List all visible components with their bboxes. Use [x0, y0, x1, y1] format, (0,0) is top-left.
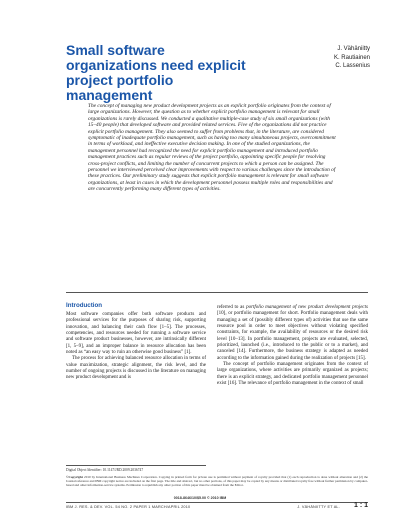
left-column [66, 302, 206, 382]
right-column [217, 305, 368, 387]
copyright-notice [66, 475, 368, 487]
copyright-text: 2010 by International Business Machines Corporation. Copying in printed form for private use is permitted without payment of royalty provided that (1) each reproduction is done without alteration and (2) the Journal reference and IBM copyright notice are included on the first page. The title and abstract, but no other portions, of this paper may be copied by any means or distributed royalty free without further permission by computer-based and other information-service systems. Permission to republish any other portion of this paper must be obtained from the Editor. [66, 475, 368, 488]
body-paragraph: The concept of portfolio management originates from the context of large organizations, where activities are primarily organized as projects; there is an explicit strategy, and dedicated portfolio management personnel exist [16]. The relevance of portfolio management in the context of small [217, 362, 368, 387]
body-paragraph: Most software companies offer both software products and professional services for the purposes of sharing risk, supporting innovation, and balancing their cash flow [1–5]. The processes, competencies, and resources needed for running a software service and software product businesses, however, are intrinsically different [1, 5–9], and an improper balance in resource allocation has been noted as “an easy way to ruin an otherwise good business” [1]. [66, 312, 206, 356]
footer-authors: J. VÄHÄNIITTY ET AL. [297, 505, 340, 509]
section-divider [66, 292, 368, 293]
author-list [334, 45, 370, 71]
abstract: The concept of managing new product development projects as an explicit portfolio originates from the context of large organizations. However, the question as to whether explicit portfolio management is relevant for small organizations is rarely discussed. We conducted a qualitative multiple-case study of six small organizations (with 15–40 people) that developed software and provided related services. Five of the organizations did not practice explicit portfolio management. They also seemed to suffer from problems that, in the literature, are considered symptomatic of inadequate portfolio management, such as having too many simultaneous projects, overcommitment in terms of workload, and ineffective executive decision making. In one of the studied organizations, the management personnel had recognized the need for explicit portfolio management and introduced portfolio management practices such as regular reviews of the project portfolio, appointing specific people for resolving cross-project conflicts, and limiting the number of concurrent projects to which a person can be assigned. The personnel we interviewed perceived clear improvements with respect to various challenges since the introduction of these practices. Our preliminary study suggests that explicit portfolio management is relevant for small software organizations, at least in cases in which the development personnel possess multiple roles and responsibilities and are concurrently performing many different types of activities. [88, 103, 336, 193]
body-text: referred to as [217, 305, 247, 310]
paper-title: Small software organizations need explicit project portfolio management [66, 42, 246, 103]
author-name: J. Vähäniitty [337, 46, 370, 52]
body-paragraph [217, 305, 368, 362]
section-heading-introduction: Introduction [66, 302, 103, 309]
doi-footnote: Digital Object Identifier: 10.1147/JRD.2009.2036747 [66, 465, 206, 473]
body-text: [10], or portfolio management for short. Portfolio management deals with managing a set of (possibly different types of) activities that use the same resource pool in order to meet objectives without violating specified constraints, for example, the availability of resources or the desired risk level [10–13]. In portfolio management, projects are evaluated, selected, prioritized, launched (i.e., introduced to the public or to a market), and canceled [14]. Furthermore, the business strategy is adapted as needed according to the information gained during the realization of projects [15]. [217, 311, 368, 361]
journal-citation: IBM J. RES. & DEV. VOL. 54 NO. 2 PAPER 1 MARCH/APRIL 2010 [66, 505, 191, 509]
emphasized-term: portfolio management of new product development projects [246, 305, 368, 310]
issn-line: 0018-8646/10/$5.00 © 2010 IBM [173, 496, 227, 500]
author-name: K. Rautiainen [333, 54, 370, 61]
author-name: C. Lassenius [335, 63, 370, 69]
body-paragraph: The process for achieving balanced resource allocation in terms of value maximization, strategic alignment, the risk level, and the number of ongoing projects is discussed in the literature on managing new product development and is [66, 356, 206, 381]
copyright-label: ©Copyright [66, 475, 83, 479]
page-number: 1 : 1 [353, 502, 368, 509]
footer-divider [66, 502, 368, 503]
